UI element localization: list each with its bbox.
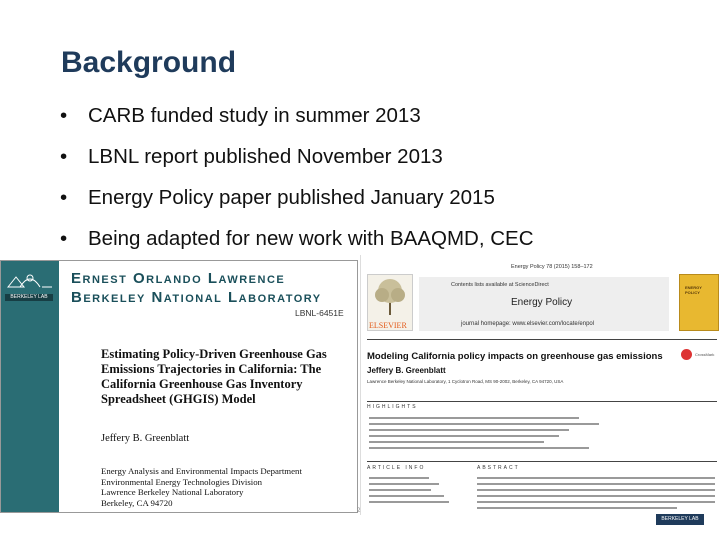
bullet-text: CARB funded study in summer 2013 [88, 104, 421, 127]
text-line [477, 489, 715, 491]
affiliation-line: Berkeley, CA 94720 [101, 497, 173, 508]
report-author: Jeffery B. Greenblatt [101, 433, 190, 444]
text-line [369, 483, 439, 485]
bullet-item [60, 142, 534, 183]
report-affiliation [101, 466, 302, 508]
journal-cover-thumbnail [679, 274, 719, 331]
text-line [369, 435, 559, 437]
text-line [369, 447, 589, 449]
abstract-label: ABSTRACT [477, 465, 520, 471]
bullet-text: Being adapted for new work with BAAQMD, CEC [88, 227, 534, 250]
affiliation-line: Environmental Energy Technologies Division [101, 476, 263, 487]
lbnl-report-cover [0, 260, 361, 514]
journal-name: Energy Policy [511, 297, 573, 308]
bullet-glyph: • [60, 186, 68, 209]
bullet-item [60, 101, 534, 142]
text-line [369, 489, 431, 491]
paper-citation: Energy Policy 78 (2015) 158–172 [511, 264, 593, 270]
text-line [477, 501, 715, 503]
bullet-text: LBNL report published November 2013 [88, 145, 443, 168]
page-number: 2 [357, 508, 361, 514]
bullet-glyph: • [60, 104, 68, 127]
divider [367, 339, 717, 340]
contents-line: Contents lists available at ScienceDirect [451, 282, 549, 288]
slide-title: Background [61, 46, 237, 79]
highlights-label: HIGHLIGHTS [367, 404, 418, 410]
text-line [369, 423, 599, 425]
lab-name-line2: Berkeley National Laboratory [71, 289, 322, 306]
lab-name [71, 269, 356, 307]
paper-title: Modeling California policy impacts on greenhouse gas emissions [367, 351, 663, 362]
text-line [369, 441, 544, 443]
bullet-list [60, 101, 534, 265]
article-info-label: ARTICLE INFO [367, 465, 426, 471]
report-title: Estimating Policy-Driven Greenhouse Gas Emissions Trajectories in California: The California Greenhouse Gas Inventory Spreadsheet (GHGIS) Model [101, 347, 327, 406]
crossmark-icon [681, 349, 692, 360]
text-line [369, 477, 429, 479]
text-line [369, 501, 449, 503]
berkeley-lab-badge: BERKELEY LAB [656, 514, 704, 525]
bullet-text: Energy Policy paper published January 2015 [88, 186, 495, 209]
bullet-glyph: • [60, 145, 68, 168]
energy-policy-paper [360, 255, 720, 515]
logo-tag: BERKELEY LAB [5, 294, 53, 301]
affiliation-line: Energy Analysis and Environmental Impacts Department [101, 466, 302, 476]
journal-homepage: journal homepage: www.elsevier.com/locate/enpol [461, 321, 595, 327]
lab-name-line1: Ernest Orlando Lawrence [71, 270, 286, 287]
crossmark-label: CrossMark [695, 352, 715, 357]
bullet-glyph: • [60, 227, 68, 250]
berkeley-lab-logo-icon [4, 267, 56, 291]
paper-affiliation: Lawrence Berkeley National Laboratory, 1 Cyclotron Road, MS 90-2002, Berkeley, CA 94720, USA [367, 379, 564, 384]
affiliation-line: Lawrence Berkeley National Laboratory [101, 487, 244, 497]
text-line [369, 429, 569, 431]
publisher-label: ELSEVIER [369, 321, 407, 330]
report-number: LBNL-6451E [295, 308, 344, 318]
text-line [477, 495, 715, 497]
text-line [477, 483, 715, 485]
text-line [369, 495, 444, 497]
text-line [477, 507, 677, 509]
journal-cover-label: ENERGY POLICY [685, 285, 702, 295]
paper-author: Jeffery B. Greenblatt [367, 366, 446, 375]
divider [367, 401, 717, 402]
text-line [477, 477, 715, 479]
divider [367, 461, 717, 462]
bullet-item [60, 183, 534, 224]
text-line [369, 417, 579, 419]
